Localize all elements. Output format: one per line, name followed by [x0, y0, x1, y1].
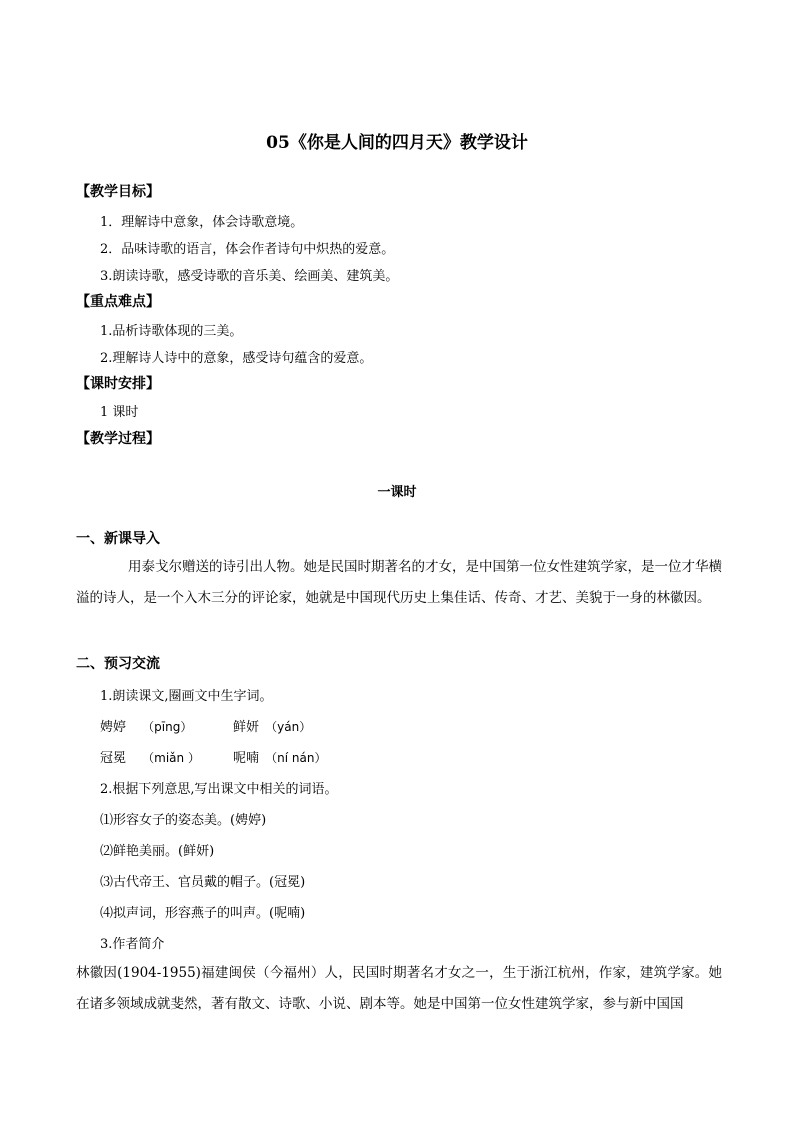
- goal-item: 1．理解诗中意象，体会诗歌意境。: [100, 215, 304, 230]
- vocab-entry: [233, 716, 311, 735]
- vocab-entry: [100, 716, 192, 735]
- section-heading-key-points: 【重点难点】: [76, 294, 160, 310]
- goal-item: 3.朗读诗歌，感受诗歌的音乐美、绘画美、建筑美。: [100, 269, 399, 284]
- vocab-word: 鲜妍: [233, 720, 260, 735]
- section-heading-schedule: 【课时安排】: [76, 376, 160, 392]
- definition-item: ⑴形容女子的姿态美。(娉婷): [100, 813, 267, 828]
- key-point-item: 1.品析诗歌体现的三美。: [100, 324, 243, 339]
- part1-heading: 一、新课导入: [76, 531, 160, 547]
- vocab-word: 冠冕: [100, 751, 127, 766]
- vocab-pinyin: （pīng）: [142, 720, 193, 734]
- vocab-pinyin: （ní nán）: [265, 751, 327, 765]
- section-heading-goals: 【教学目标】: [76, 184, 160, 200]
- author-intro-paragraph: 林徽因(1904-1955)福建闽侯（今福州）人，民国时期著名才女之一，生于浙江杭州，作家，建筑学家。她在诸多领域成就斐然，著有散文、诗歌、小说、剧本等。她是中国第一位女性建筑学家，参与新中国国: [76, 965, 722, 1012]
- session-label: 一课时: [377, 485, 417, 500]
- vocab-entry: [233, 747, 326, 766]
- page-title: 05《你是人间的四月天》教学设计: [266, 133, 528, 153]
- vocab-pinyin: （miǎn ）: [142, 751, 200, 765]
- vocab-word: 呢喃: [233, 751, 260, 766]
- vocab-word: 娉婷: [100, 720, 127, 735]
- step-2: 2.根据下列意思,写出课文中相关的词语。: [100, 782, 338, 797]
- definition-item: ⑶古代帝王、官员戴的帽子。(冠冕): [100, 875, 306, 890]
- definition-item: ⑵鲜艳美丽。(鲜妍): [100, 844, 215, 859]
- part1-paragraph: 用泰戈尔赠送的诗引出人物。她是民国时期著名的才女，是中国第一位女性建筑学家，是一位才华横溢的诗人，是一个入木三分的评论家，她就是中国现代历史上集佳话、传奇、才艺、美貌于一身的林徽因。: [76, 559, 722, 606]
- section-heading-process: 【教学过程】: [76, 431, 160, 447]
- vocab-entry: [100, 747, 200, 766]
- step-1: 1.朗读课文,圈画文中生字词。: [100, 689, 273, 704]
- step-3: 3.作者简介: [100, 937, 165, 952]
- definition-item: ⑷拟声词，形容燕子的叫声。(呢喃): [100, 906, 306, 921]
- key-point-item: 2.理解诗人诗中的意象，感受诗句蕴含的爱意。: [100, 351, 373, 366]
- part2-heading: 二、预习交流: [76, 656, 160, 672]
- schedule-value: 1 课时: [100, 405, 139, 420]
- goal-item: 2．品味诗歌的语言，体会作者诗句中炽热的爱意。: [100, 242, 395, 257]
- vocab-pinyin: （yán）: [265, 720, 312, 734]
